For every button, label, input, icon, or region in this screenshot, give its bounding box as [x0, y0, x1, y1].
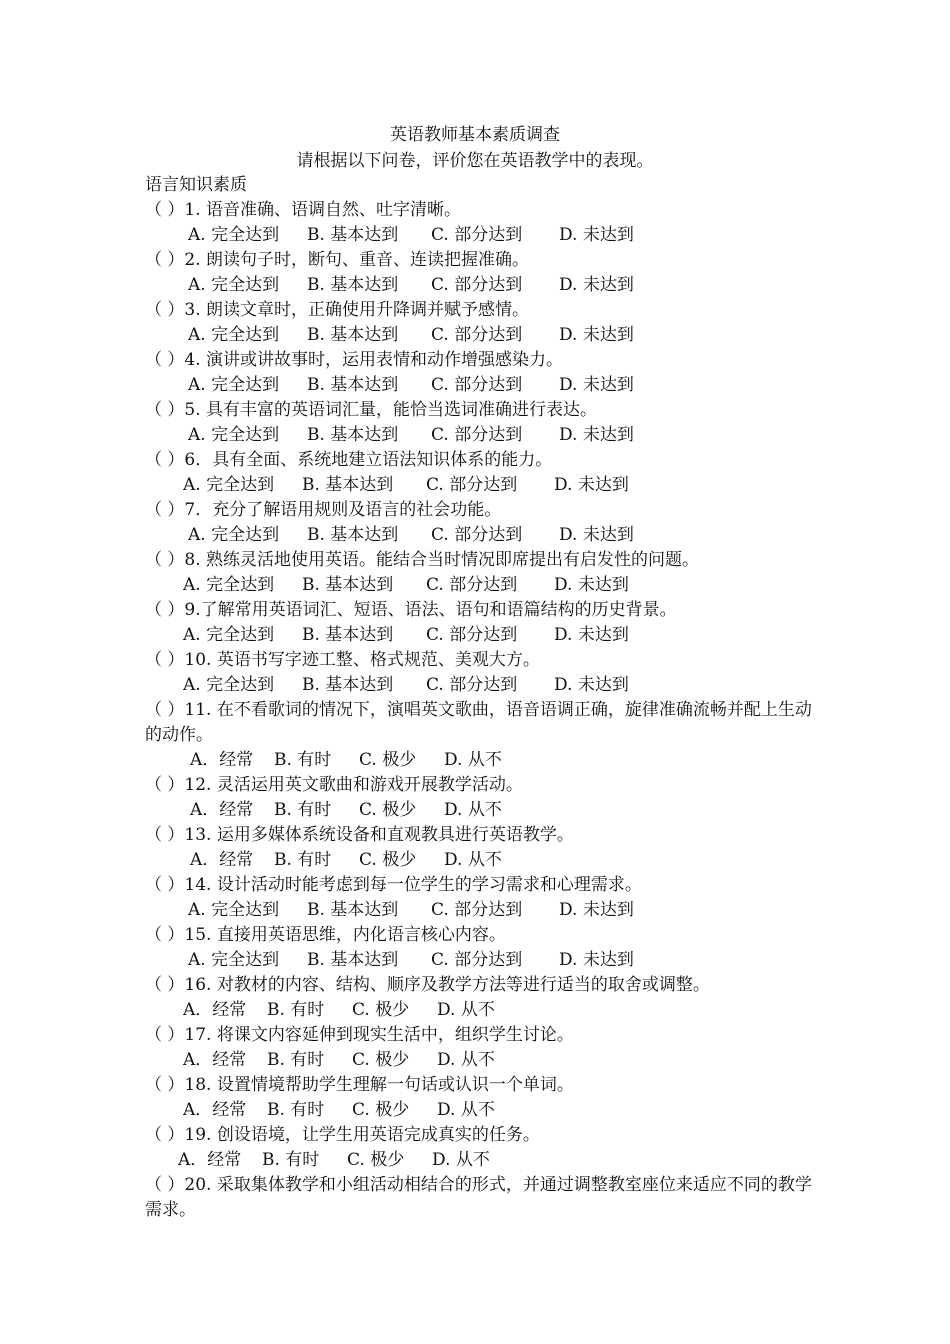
option-d[interactable]: D. 从不 [444, 850, 502, 870]
option-a[interactable]: A. 完全达到 [183, 675, 275, 695]
option-c[interactable]: C. 极少 [359, 750, 417, 770]
option-b[interactable]: B. 有时 [274, 750, 332, 770]
answer-options [145, 223, 815, 248]
question-item [145, 823, 815, 873]
option-b[interactable]: B. 有时 [267, 1100, 325, 1120]
question-text: （ ）18. 设置情境帮助学生理解一句话或认识一个单词。 [145, 1075, 574, 1095]
option-b[interactable]: B. 基本达到 [302, 575, 394, 595]
option-a[interactable]: A. 完全达到 [188, 900, 280, 920]
option-d[interactable]: D. 未达到 [559, 900, 634, 920]
option-d[interactable]: D. 从不 [437, 1000, 495, 1020]
option-a[interactable]: A．经常 [190, 850, 254, 870]
question-item [145, 548, 815, 598]
option-a[interactable]: A．经常 [183, 1000, 247, 1020]
option-d[interactable]: D. 未达到 [559, 225, 634, 245]
option-c[interactable]: C. 部分达到 [426, 475, 518, 495]
option-b[interactable]: B. 基本达到 [307, 375, 399, 395]
answer-options [145, 323, 815, 348]
option-b[interactable]: B. 基本达到 [307, 950, 399, 970]
answer-options [145, 623, 815, 648]
question-item [145, 923, 815, 973]
option-a[interactable]: A. 完全达到 [188, 375, 280, 395]
question-text: （ ）4. 演讲或讲故事时，运用表情和动作增强感染力。 [145, 350, 564, 370]
option-b[interactable]: B. 基本达到 [307, 900, 399, 920]
option-c[interactable]: C. 极少 [352, 1050, 410, 1070]
option-a[interactable]: A. 完全达到 [183, 475, 275, 495]
question-item [145, 1173, 815, 1223]
answer-options [145, 1148, 815, 1173]
option-d[interactable]: D. 未达到 [559, 325, 634, 345]
option-d[interactable]: D. 未达到 [559, 425, 634, 445]
option-a[interactable]: A．经常 [183, 1050, 247, 1070]
question-item [145, 298, 815, 348]
option-c[interactable]: C. 极少 [352, 1100, 410, 1120]
option-a[interactable]: A．经常 [183, 1100, 247, 1120]
answer-options [145, 948, 815, 973]
question-text: （ ）9.了解常用英语词汇、短语、语法、语句和语篇结构的历史背景。 [145, 600, 677, 620]
question-text: （ ）14. 设计活动时能考虑到每一位学生的学习需求和心理需求。 [145, 875, 642, 895]
option-c[interactable]: C. 部分达到 [431, 525, 523, 545]
option-b[interactable]: B. 基本达到 [307, 425, 399, 445]
option-a[interactable]: A. 完全达到 [188, 275, 280, 295]
option-a[interactable]: A. 完全达到 [183, 575, 275, 595]
option-d[interactable]: D. 从不 [444, 750, 502, 770]
option-b[interactable]: B. 基本达到 [302, 625, 394, 645]
question-item [145, 248, 815, 298]
question-item [145, 598, 815, 648]
option-a[interactable]: A. 完全达到 [188, 525, 280, 545]
question-text: （ ）3. 朗读文章时，正确使用升降调并赋予感情。 [145, 300, 530, 320]
question-item [145, 648, 815, 698]
question-text: （ ）8. 熟练灵活地使用英语。能结合当时情况即席提出有启发性的问题。 [145, 550, 700, 570]
answer-options [145, 473, 815, 498]
option-d[interactable]: D. 未达到 [559, 525, 634, 545]
question-item [145, 348, 815, 398]
answer-options [145, 998, 815, 1023]
option-b[interactable]: B. 有时 [267, 1000, 325, 1020]
option-b[interactable]: B. 基本达到 [302, 475, 394, 495]
question-item [145, 698, 815, 773]
option-d[interactable]: D. 未达到 [554, 625, 629, 645]
answer-options [145, 1098, 815, 1123]
option-c[interactable]: C. 部分达到 [431, 375, 523, 395]
option-a[interactable]: A．经常 [190, 800, 254, 820]
option-c[interactable]: C. 部分达到 [431, 900, 523, 920]
option-c[interactable]: C. 部分达到 [431, 950, 523, 970]
option-b[interactable]: B. 基本达到 [307, 225, 399, 245]
option-a[interactable]: A. 完全达到 [188, 225, 280, 245]
option-a[interactable]: A．经常 [178, 1150, 242, 1170]
answer-options [145, 373, 815, 398]
option-c[interactable]: C. 极少 [359, 800, 417, 820]
option-c[interactable]: C. 部分达到 [431, 275, 523, 295]
option-b[interactable]: B. 有时 [262, 1150, 320, 1170]
option-c[interactable]: C. 部分达到 [431, 425, 523, 445]
option-c[interactable]: C. 极少 [359, 850, 417, 870]
answer-options [145, 748, 815, 773]
option-a[interactable]: A. 完全达到 [188, 425, 280, 445]
option-d[interactable]: D. 未达到 [554, 675, 629, 695]
option-c[interactable]: C. 部分达到 [426, 575, 518, 595]
option-d[interactable]: D. 未达到 [554, 575, 629, 595]
option-c[interactable]: C. 极少 [347, 1150, 405, 1170]
option-b[interactable]: B. 有时 [274, 800, 332, 820]
question-text: （ ）11. 在不看歌词的情况下，演唱英文歌曲，语音语调正确，旋律准确流畅并配上生动的动作。 [145, 700, 812, 745]
answer-options [145, 573, 815, 598]
option-a[interactable]: A. 完全达到 [188, 325, 280, 345]
option-a[interactable]: A．经常 [190, 750, 254, 770]
question-text: （ ）6．具有全面、系统地建立语法知识体系的能力。 [145, 450, 553, 470]
question-text: （ ）1. 语音准确、语调自然、吐字清晰。 [145, 200, 462, 220]
option-d[interactable]: D. 从不 [437, 1100, 495, 1120]
option-c[interactable]: C. 部分达到 [431, 225, 523, 245]
question-item [145, 973, 815, 1023]
answer-options [145, 848, 815, 873]
question-text: （ ）2. 朗读句子时，断句、重音、连读把握准确。 [145, 250, 530, 270]
document-subtitle: 请根据以下问卷，评价您在英语教学中的表现。 [296, 151, 654, 171]
question-text: （ ）19. 创设语境，让学生用英语完成真实的任务。 [145, 1125, 540, 1145]
question-text: （ ）16. 对教材的内容、结构、顺序及教学方法等进行适当的取舍或调整。 [145, 975, 710, 995]
option-a[interactable]: A. 完全达到 [183, 625, 275, 645]
question-text: （ ）7．充分了解语用规则及语言的社会功能。 [145, 500, 502, 520]
option-d[interactable]: D. 从不 [444, 800, 502, 820]
option-c[interactable]: C. 部分达到 [426, 675, 518, 695]
option-c[interactable]: C. 极少 [352, 1000, 410, 1020]
answer-options [145, 423, 815, 448]
option-b[interactable]: B. 有时 [274, 850, 332, 870]
option-b[interactable]: B. 有时 [267, 1050, 325, 1070]
question-text: （ ）13. 运用多媒体系统设备和直观教具进行英语教学。 [145, 825, 574, 845]
question-text: （ ）5. 具有丰富的英语词汇量，能恰当选词准确进行表达。 [145, 400, 598, 420]
answer-options [145, 523, 815, 548]
question-list [145, 173, 815, 1223]
option-b[interactable]: B. 基本达到 [307, 525, 399, 545]
option-d[interactable]: D. 未达到 [554, 475, 629, 495]
document-title: 英语教师基本素质调查 [390, 125, 560, 145]
option-a[interactable]: A. 完全达到 [188, 950, 280, 970]
question-item [145, 1123, 815, 1173]
question-item [145, 198, 815, 248]
question-item [145, 773, 815, 823]
question-text: （ ）10. 英语书写字迹工整、格式规范、美观大方。 [145, 650, 540, 670]
answer-options [145, 1048, 815, 1073]
option-d[interactable]: D. 从不 [437, 1050, 495, 1070]
answer-options [145, 273, 815, 298]
option-c[interactable]: C. 部分达到 [426, 625, 518, 645]
question-text: （ ）17. 将课文内容延伸到现实生活中，组织学生讨论。 [145, 1025, 574, 1045]
option-b[interactable]: B. 基本达到 [307, 275, 399, 295]
question-text: （ ）15. 直接用英语思维，内化语言核心内容。 [145, 925, 506, 945]
question-item [145, 1023, 815, 1073]
option-c[interactable]: C. 部分达到 [431, 325, 523, 345]
question-item [145, 1073, 815, 1123]
section-heading: 语言知识素质 [145, 175, 247, 195]
option-d[interactable]: D. 未达到 [559, 375, 634, 395]
question-text: （ ）12. 灵活运用英文歌曲和游戏开展教学活动。 [145, 775, 523, 795]
option-b[interactable]: B. 基本达到 [307, 325, 399, 345]
question-text: （ ）20. 采取集体教学和小组活动相结合的形式，并通过调整教室座位来适应不同的教学需求。 [145, 1175, 812, 1220]
question-item [145, 873, 815, 923]
question-item [145, 498, 815, 548]
option-d[interactable]: D. 未达到 [559, 950, 634, 970]
option-d[interactable]: D. 从不 [432, 1150, 490, 1170]
option-d[interactable]: D. 未达到 [559, 275, 634, 295]
question-item [145, 398, 815, 448]
answer-options [145, 673, 815, 698]
answer-options [145, 898, 815, 923]
option-b[interactable]: B. 基本达到 [302, 675, 394, 695]
question-item [145, 448, 815, 498]
answer-options [145, 798, 815, 823]
